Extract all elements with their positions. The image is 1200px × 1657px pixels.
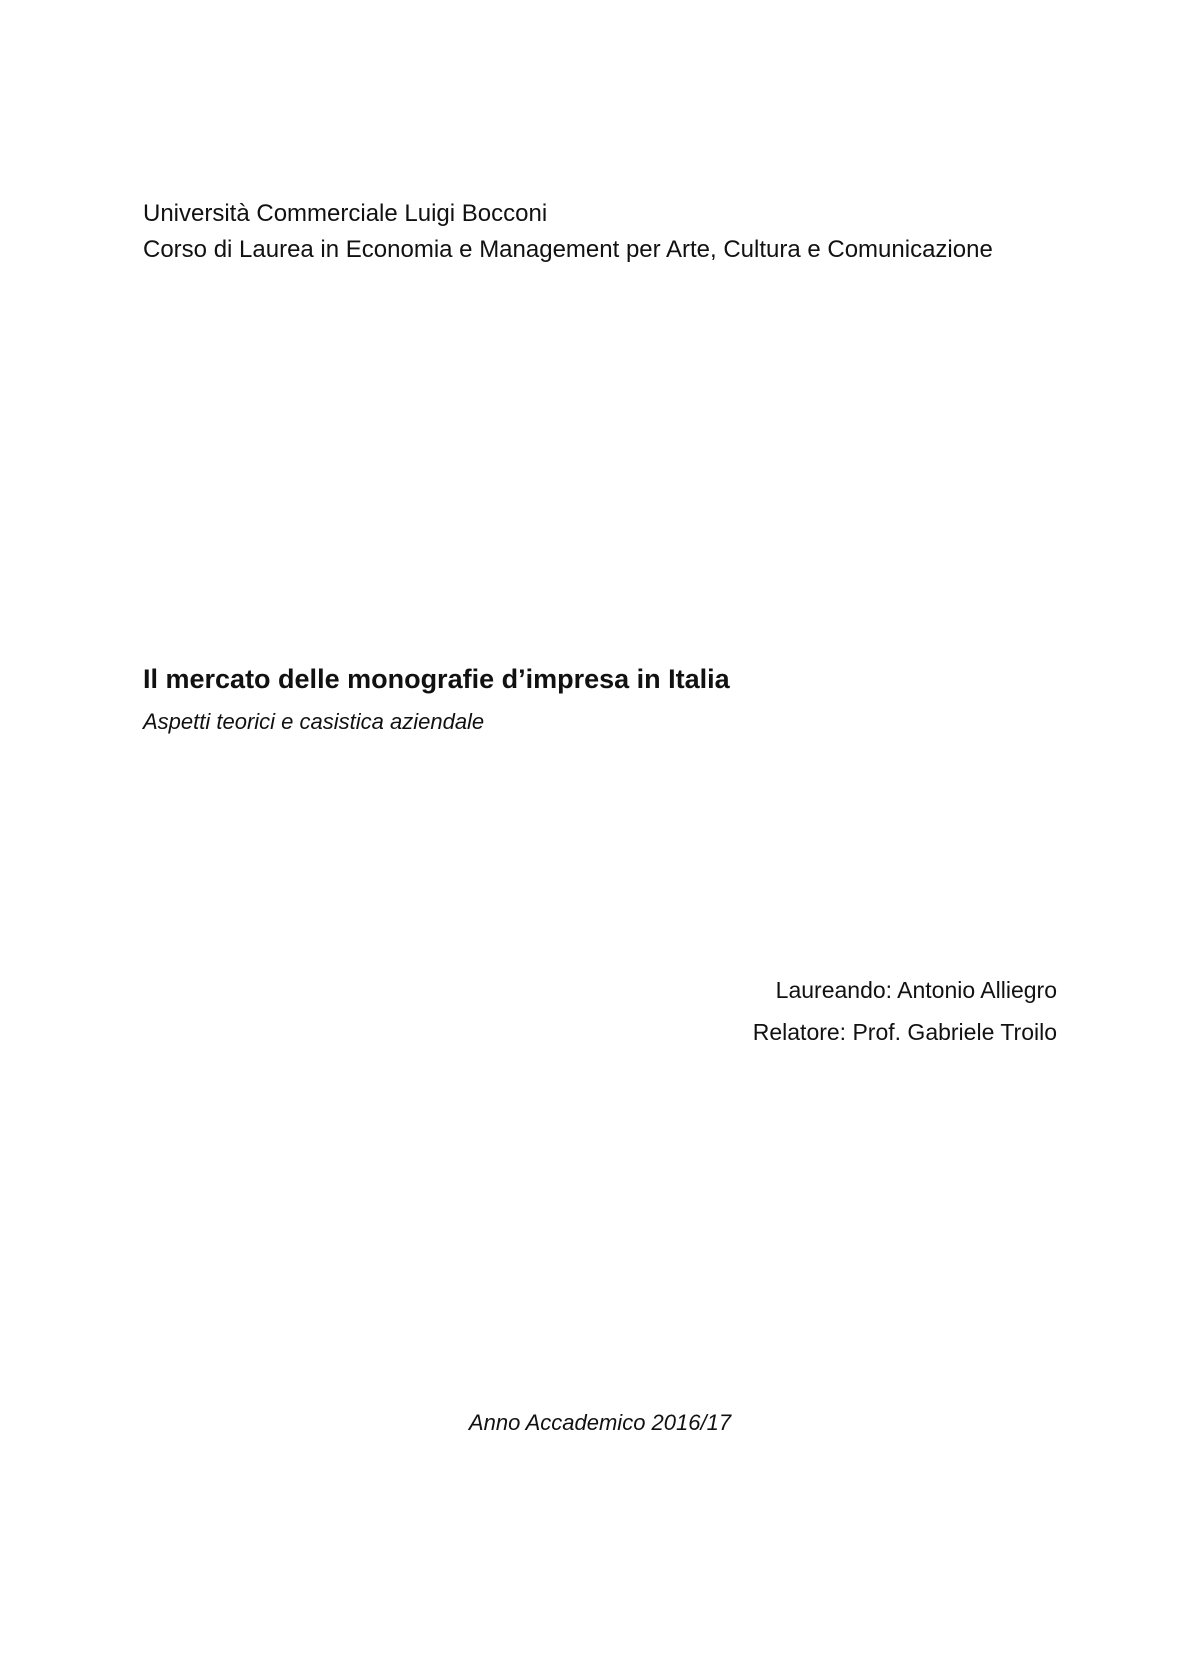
academic-year: Anno Accademico 2016/17: [468, 1410, 732, 1435]
candidate-name: Laureando: Antonio Alliegro: [775, 977, 1057, 1003]
degree-course: Corso di Laurea in Economia e Management per Arte, Cultura e Comunicazione: [143, 236, 993, 263]
thesis-subtitle: Aspetti teorici e casistica aziendale: [143, 709, 485, 734]
thesis-title: Il mercato delle monografie d’impresa in Italia: [143, 664, 730, 694]
supervisor-name: Relatore: Prof. Gabriele Troilo: [752, 1019, 1057, 1045]
university-name: Università Commerciale Luigi Bocconi: [143, 200, 548, 227]
